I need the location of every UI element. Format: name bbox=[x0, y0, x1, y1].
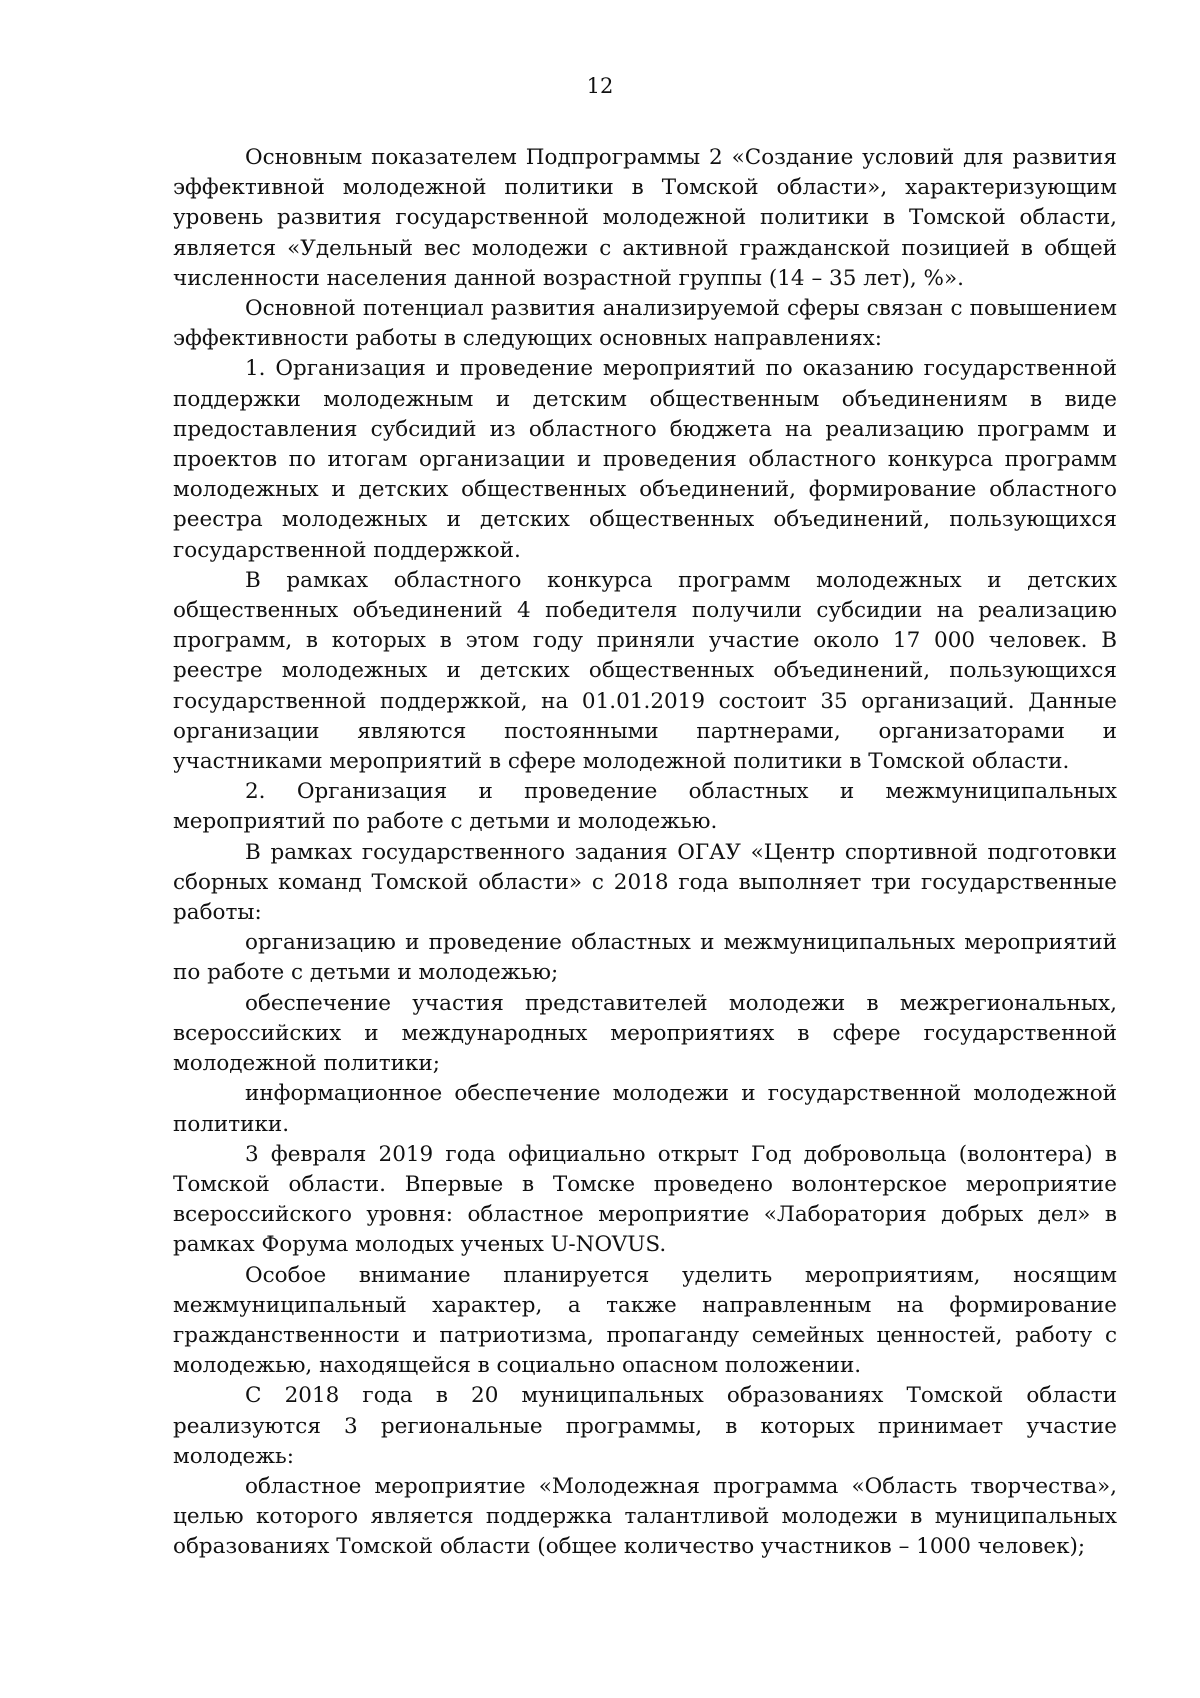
list-item-creativity-program: областное мероприятие «Молодежная программа «Область творчества», целью которого является поддержка талантливой молодежи в муниципальных образованиях Томской области (общее количество участников – 1000 человек); bbox=[173, 1473, 1117, 1560]
paragraph-regional-programs: С 2018 года в 20 муниципальных образованиях Томской области реализуются 3 региональные программы, в которых принимает участие молодежь: bbox=[173, 1383, 1117, 1469]
paragraph-state-assignment: В рамках государственного задания ОГАУ «Центр спортивной подготовки сборных команд Томской области» с 2018 года выполняет три государственные работы: bbox=[173, 839, 1117, 926]
paragraph-direction-2: 2. Организация и проведение областных и межмуниципальных мероприятий по работе с детьми и молодежью. bbox=[173, 779, 1117, 835]
paragraph-main-indicator: Основным показателем Подпрограммы 2 «Создание условий для развития эффективной молодежной политики в Томской области», характеризующим уровень развития государственной молодежной политики в Томской области, является «Удельный вес молодежи с активной гражданской позицией в общей численности населения данной возрастной группы (14 – 35 лет), %». bbox=[173, 145, 1117, 291]
paragraph-direction-1: 1. Организация и проведение мероприятий по оказанию государственной поддержки молодежным и детским общественным объединениям в виде предоставления субсидий из областного бюджета на реализацию программ и проектов по итогам организации и проведения областного конкурса программ молодежных и детских общественных объединений, формирование областного реестра молодежных и детских общественных объединений, пользующихся государственной поддержкой. bbox=[173, 356, 1117, 563]
list-item-participation: обеспечение участия представителей молодежи в межрегиональных, всероссийских и международных мероприятиях в сфере государственной молодежной политики; bbox=[173, 990, 1117, 1077]
paragraph-potential: Основной потенциал развития анализируемой сферы связан с повышением эффективности работы в следующих основных направлениях: bbox=[173, 296, 1117, 352]
list-item-events: организацию и проведение областных и межмуниципальных мероприятий по работе с детьми и молодежью; bbox=[173, 930, 1117, 986]
document-body bbox=[173, 143, 1117, 1563]
paragraph-special-attention: Особое внимание планируется уделить мероприятиям, носящим межмуниципальный характер, а также направленным на формирование гражданственности и патриотизма, пропаганду семейных ценностей, работу с молодежью, находящейся в социально опасном положении. bbox=[173, 1262, 1117, 1379]
paragraph-contest-results: В рамках областного конкурса программ молодежных и детских общественных объединений 4 победителя получили субсидии на реализацию программ, в которых в этом году приняли участие около 17 000 человек. В реестре молодежных и детских общественных объединений, пользующихся государственной поддержкой, на 01.01.2019 состоит 35 организаций. Данные организации являются постоянными партнерами, организаторами и участниками мероприятий в сфере молодежной политики в Томской области. bbox=[173, 567, 1117, 775]
page-number: 12 bbox=[586, 74, 614, 98]
list-item-information: информационное обеспечение молодежи и государственной молодежной политики. bbox=[173, 1081, 1117, 1137]
paragraph-volunteer-year: 3 февраля 2019 года официально открыт Год добровольца (волонтера) в Томской области. Впервые в Томске проведено волонтерское мероприятие всероссийского уровня: областное мероприятие «Лаборатория добрых дел» в рамках Форума молодых ученых U-NOVUS. bbox=[173, 1141, 1117, 1258]
